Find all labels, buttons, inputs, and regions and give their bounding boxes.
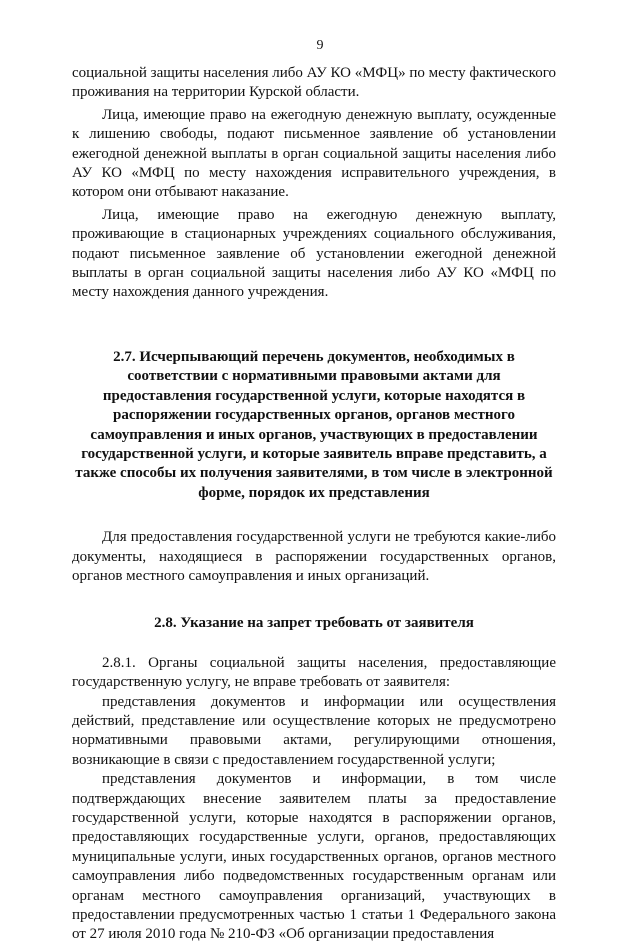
- section-2-7-text: Для предоставления государственной услуги не требуются какие-либо документы, находящиеся в распоряжении государственных органов, органов местного самоуправления и иных организаций.: [72, 529, 556, 584]
- section-2-8-1-intro: 2.8.1. Органы социальной защиты населения, предоставляющие государственную услугу, не вправе требовать от заявителя:: [72, 654, 556, 691]
- section-2-8-1-item-1: представления документов и информации или осуществления действий, представление или осуществление которых не предусмотрено нормативными правовыми актами, регулирующими отношения, возникающие в связи с предоставлением государственной услуги;: [72, 693, 556, 768]
- paragraph-continuation: социальной защиты населения либо АУ КО «МФЦ» по месту фактического проживания на территории Курской области.: [72, 65, 556, 101]
- page-number: 9: [316, 38, 324, 53]
- paragraph-inpatient-persons: Лица, имеющие право на ежегодную денежную выплату, проживающие в стационарных учреждениях социального обслуживания, подают письменное заявление об установлении ежегодной денежной выплаты в орган социальной защиты населения либо АУ КО «МФЦ по месту нахождения данного учреждения.: [72, 206, 556, 301]
- section-2-8-1-item-2: представления документов и информации, в том числе подтверждающих внесение заявителем платы за предоставление государственной услуги, которые находятся в распоряжении органов, предоставляющих государственные услуги, органов, предоставляющих муниципальные услуги, иных государственных органов, органов местного самоуправления либо подведомственных государственным органам или органам местного самоуправления организаций, участвующих в предоставлении предусмотренных частью 1 статьи 1 Федерального закона от 27 июля 2010 года № 210-ФЗ «Об организации предоставления: [72, 771, 556, 943]
- section-2-7-heading: 2.7. Исчерпывающий перечень документов, необходимых в соответствии с нормативными правовыми актами для предоставления государственной услуги, которые находятся в распоряжении государственных органов, органов местного самоуправления и иных органов, участвующих в предоставлении государственной услуги, и которые заявитель вправе представить, а также способы их получения заявителями, в том числе в электронной форме, порядок их представления: [75, 348, 553, 501]
- page-content: [72, 64, 556, 945]
- section-2-8-heading: 2.8. Указание на запрет требовать от заявителя: [154, 615, 474, 632]
- paragraph-convicted-persons: Лица, имеющие право на ежегодную денежную выплату, осужденные к лишению свободы, подают письменное заявление об установлении ежегодной денежной выплаты в орган социальной защиты населения либо АУ КО «МФЦ по месту нахождения исправительного учреждения, в котором они отбывают наказание.: [72, 106, 556, 201]
